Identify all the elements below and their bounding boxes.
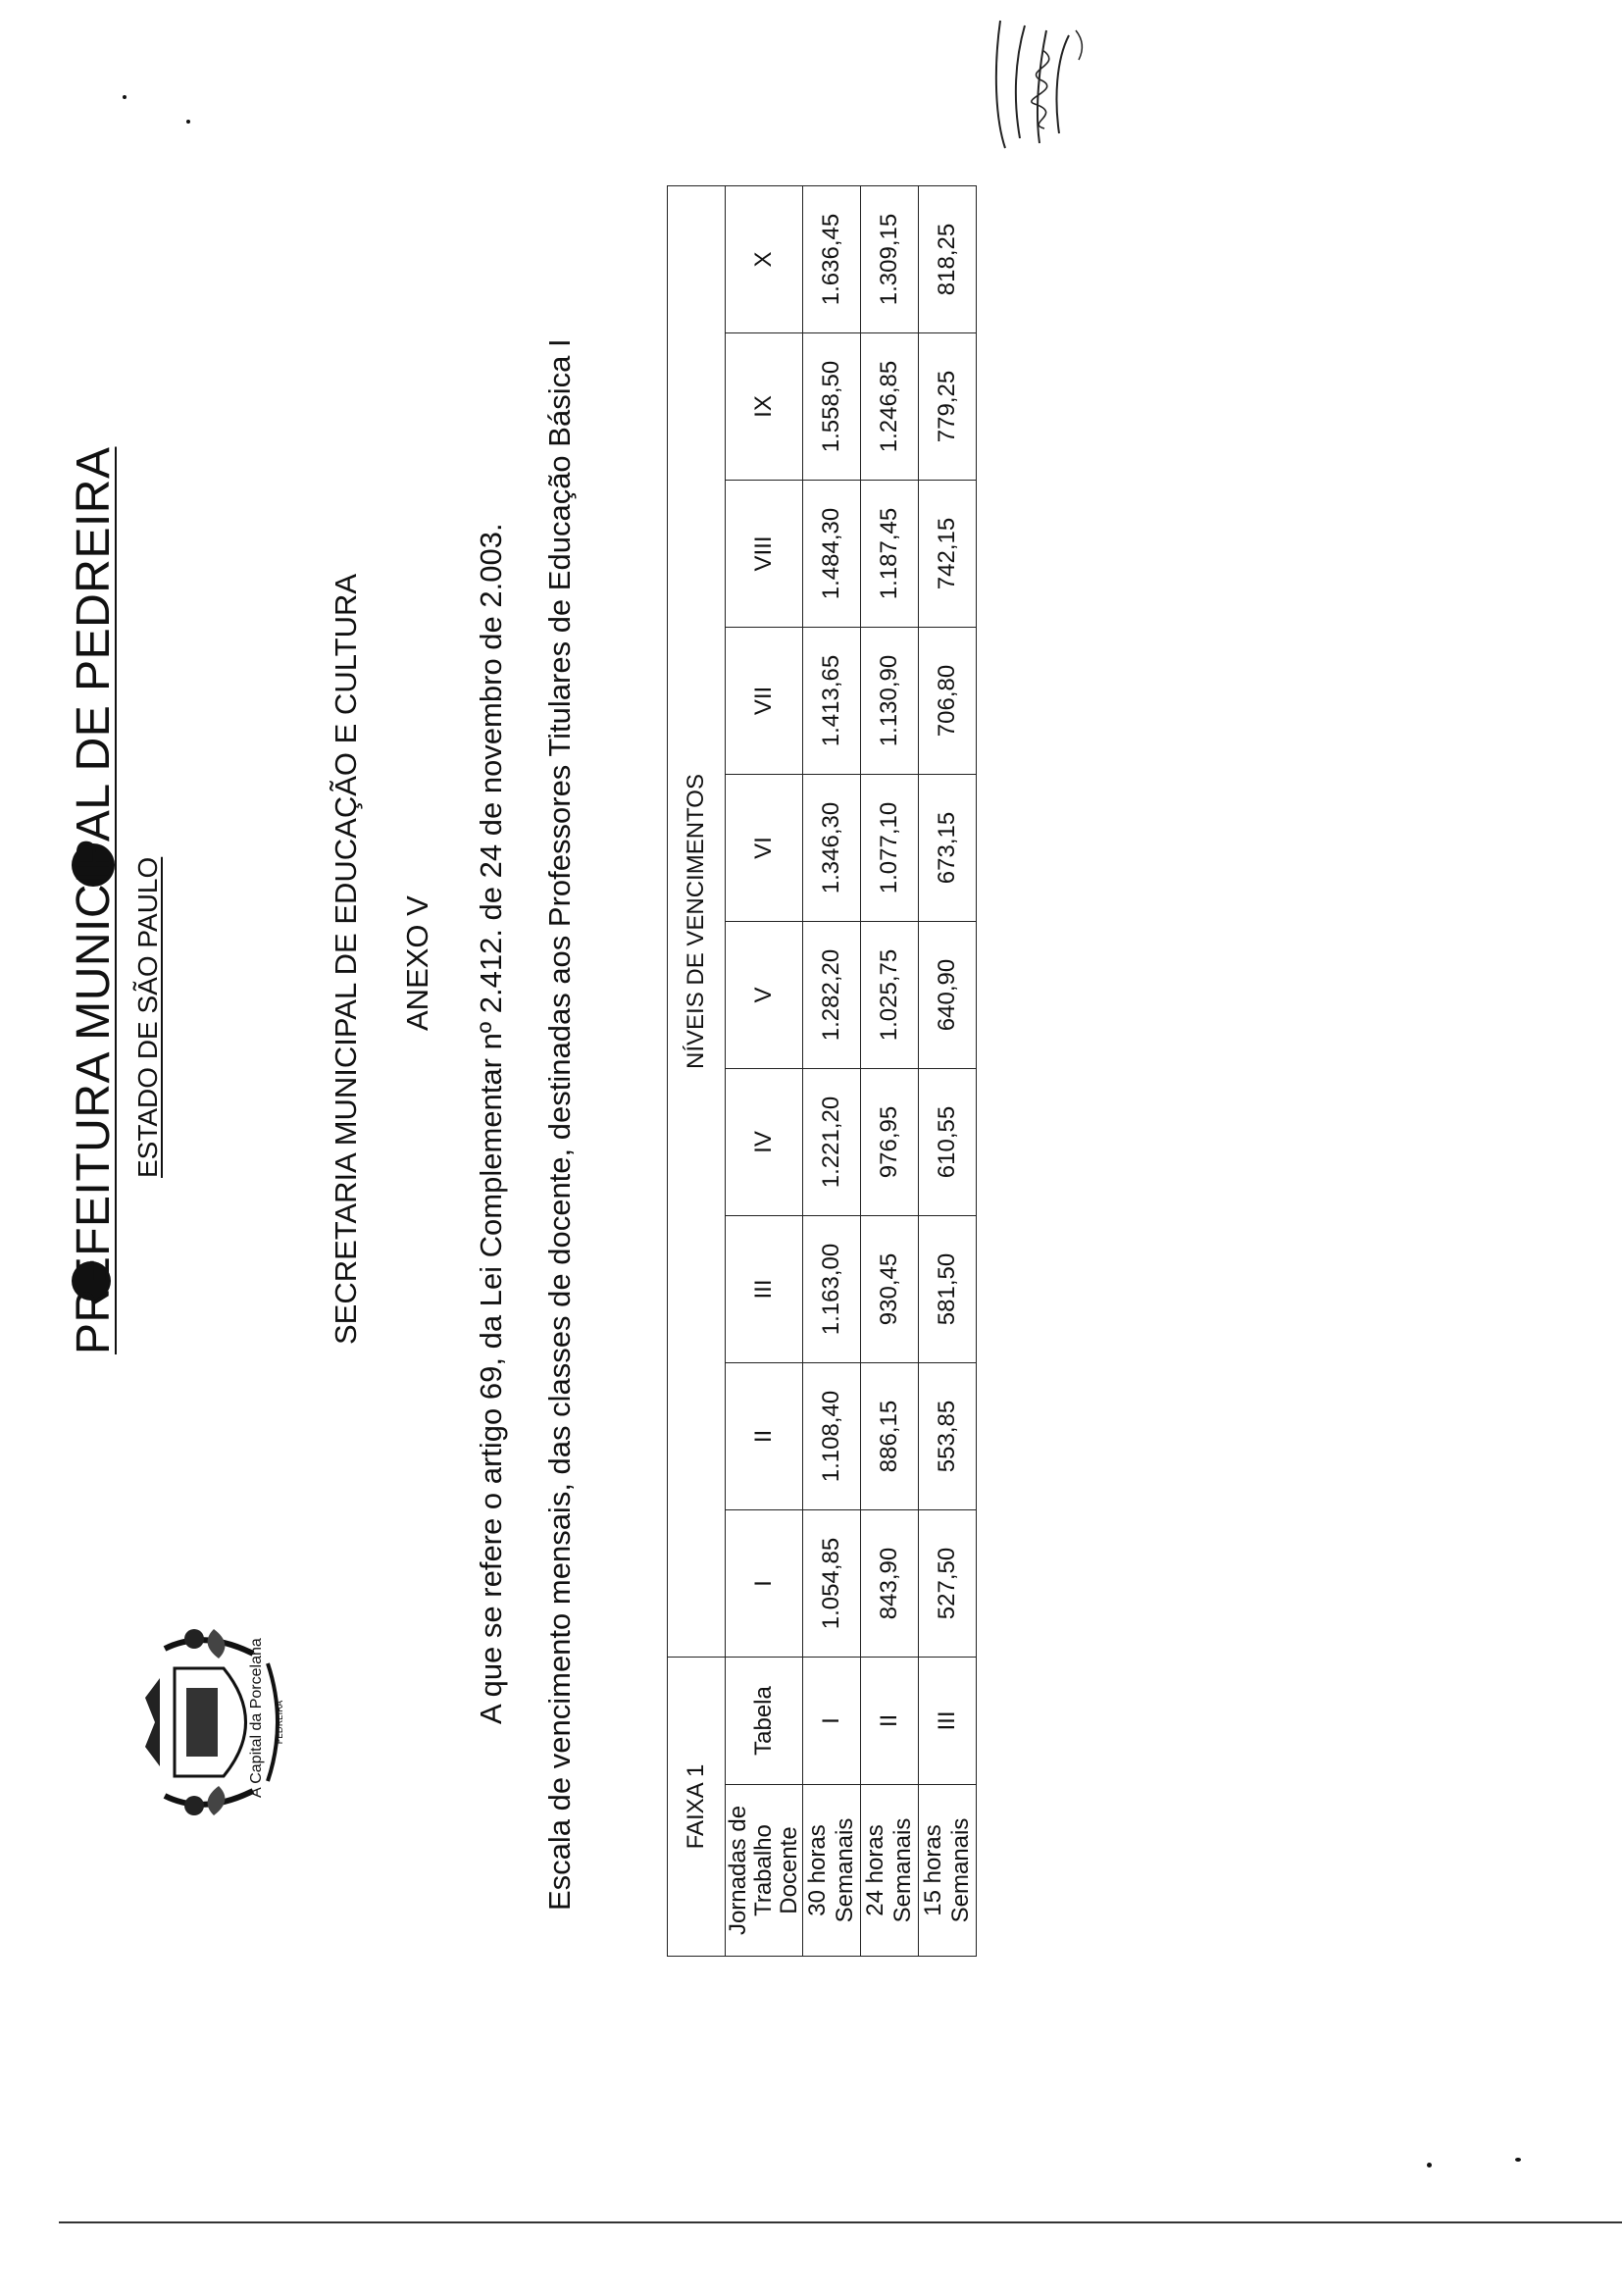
value-cell: 930,45 xyxy=(861,1216,919,1363)
scan-speck xyxy=(1515,2158,1521,2162)
level-header: VI xyxy=(726,775,803,922)
level-header: IX xyxy=(726,333,803,481)
logo-banner-text: PEDREIRA xyxy=(276,1700,285,1745)
handwritten-signature xyxy=(986,11,1093,158)
tabela-cell: I xyxy=(803,1658,861,1785)
tabela-cell: II xyxy=(861,1658,919,1785)
value-cell: 1.309,15 xyxy=(861,186,919,333)
faixa-header: FAIXA 1 xyxy=(668,1658,726,1957)
table-header-row xyxy=(668,186,726,1957)
tabela-header: Tabela xyxy=(726,1658,803,1785)
tabela-cell: III xyxy=(919,1658,977,1785)
legal-reference-text: A que se refere o artigo 69, da Lei Complementar nº 2.412. de 24 de novembro de 2.003. xyxy=(474,523,508,1724)
table-subheader-row xyxy=(726,186,803,1957)
value-cell: 1.077,10 xyxy=(861,775,919,922)
value-cell: 976,95 xyxy=(861,1069,919,1216)
value-cell: 1.025,75 xyxy=(861,922,919,1069)
value-cell: 706,80 xyxy=(919,628,977,775)
level-header: X xyxy=(726,186,803,333)
salary-table xyxy=(667,185,977,1957)
table-row xyxy=(861,186,919,1957)
value-cell: 1.484,30 xyxy=(803,481,861,628)
value-cell: 553,85 xyxy=(919,1363,977,1510)
jornadas-header: Jornadas de Trabalho Docente xyxy=(726,1785,803,1957)
value-cell: 1.636,45 xyxy=(803,186,861,333)
jornada-cell: 24 horas Semanais xyxy=(861,1785,919,1957)
value-cell: 1.346,30 xyxy=(803,775,861,922)
level-header: VIII xyxy=(726,481,803,628)
value-cell: 1.054,85 xyxy=(803,1510,861,1658)
value-cell: 818,25 xyxy=(919,186,977,333)
level-header: V xyxy=(726,922,803,1069)
page-title: PREFEITURA MUNICIPAL DE PEDREIRA xyxy=(68,446,120,1354)
value-cell: 581,50 xyxy=(919,1216,977,1363)
value-cell: 640,90 xyxy=(919,922,977,1069)
value-cell: 886,15 xyxy=(861,1363,919,1510)
value-cell: 610,55 xyxy=(919,1069,977,1216)
scan-speck xyxy=(1427,2163,1432,2168)
level-header: VII xyxy=(726,628,803,775)
scan-edge-line xyxy=(59,2221,1622,2223)
table-row xyxy=(803,186,861,1957)
value-cell: 843,90 xyxy=(861,1510,919,1658)
value-cell: 1.130,90 xyxy=(861,628,919,775)
scan-speck xyxy=(123,95,127,99)
secretaria-heading: SECRETARIA MUNICIPAL DE EDUCAÇÃO E CULTURA xyxy=(329,573,363,1345)
value-cell: 1.246,85 xyxy=(861,333,919,481)
jornada-cell: 15 horas Semanais xyxy=(919,1785,977,1957)
level-header: III xyxy=(726,1216,803,1363)
value-cell: 742,15 xyxy=(919,481,977,628)
value-cell: 1.108,40 xyxy=(803,1363,861,1510)
salary-scale-description: Escala de vencimento mensais, das classes de docente, destinadas aos Professores Titulares de Educação Básica I xyxy=(542,338,577,1911)
scan-speck xyxy=(186,120,190,124)
value-cell: 527,50 xyxy=(919,1510,977,1658)
value-cell: 1.413,65 xyxy=(803,628,861,775)
page-subtitle: ESTADO DE SÃO PAULO xyxy=(132,856,163,1178)
value-cell: 1.558,50 xyxy=(803,333,861,481)
logo-caption: A Capital da Porcelana xyxy=(248,1638,265,1798)
value-cell: 1.187,45 xyxy=(861,481,919,628)
value-cell: 1.163,00 xyxy=(803,1216,861,1363)
value-cell: 779,25 xyxy=(919,333,977,481)
jornada-cell: 30 horas Semanais xyxy=(803,1785,861,1957)
level-header: II xyxy=(726,1363,803,1510)
value-cell: 1.282,20 xyxy=(803,922,861,1069)
value-cell: 673,15 xyxy=(919,775,977,922)
table-row xyxy=(919,186,977,1957)
anexo-heading: ANEXO V xyxy=(400,895,434,1031)
level-header: IV xyxy=(726,1069,803,1216)
value-cell: 1.221,20 xyxy=(803,1069,861,1216)
level-header: I xyxy=(726,1510,803,1658)
niveis-header: NÍVEIS DE VENCIMENTOS xyxy=(668,186,726,1658)
